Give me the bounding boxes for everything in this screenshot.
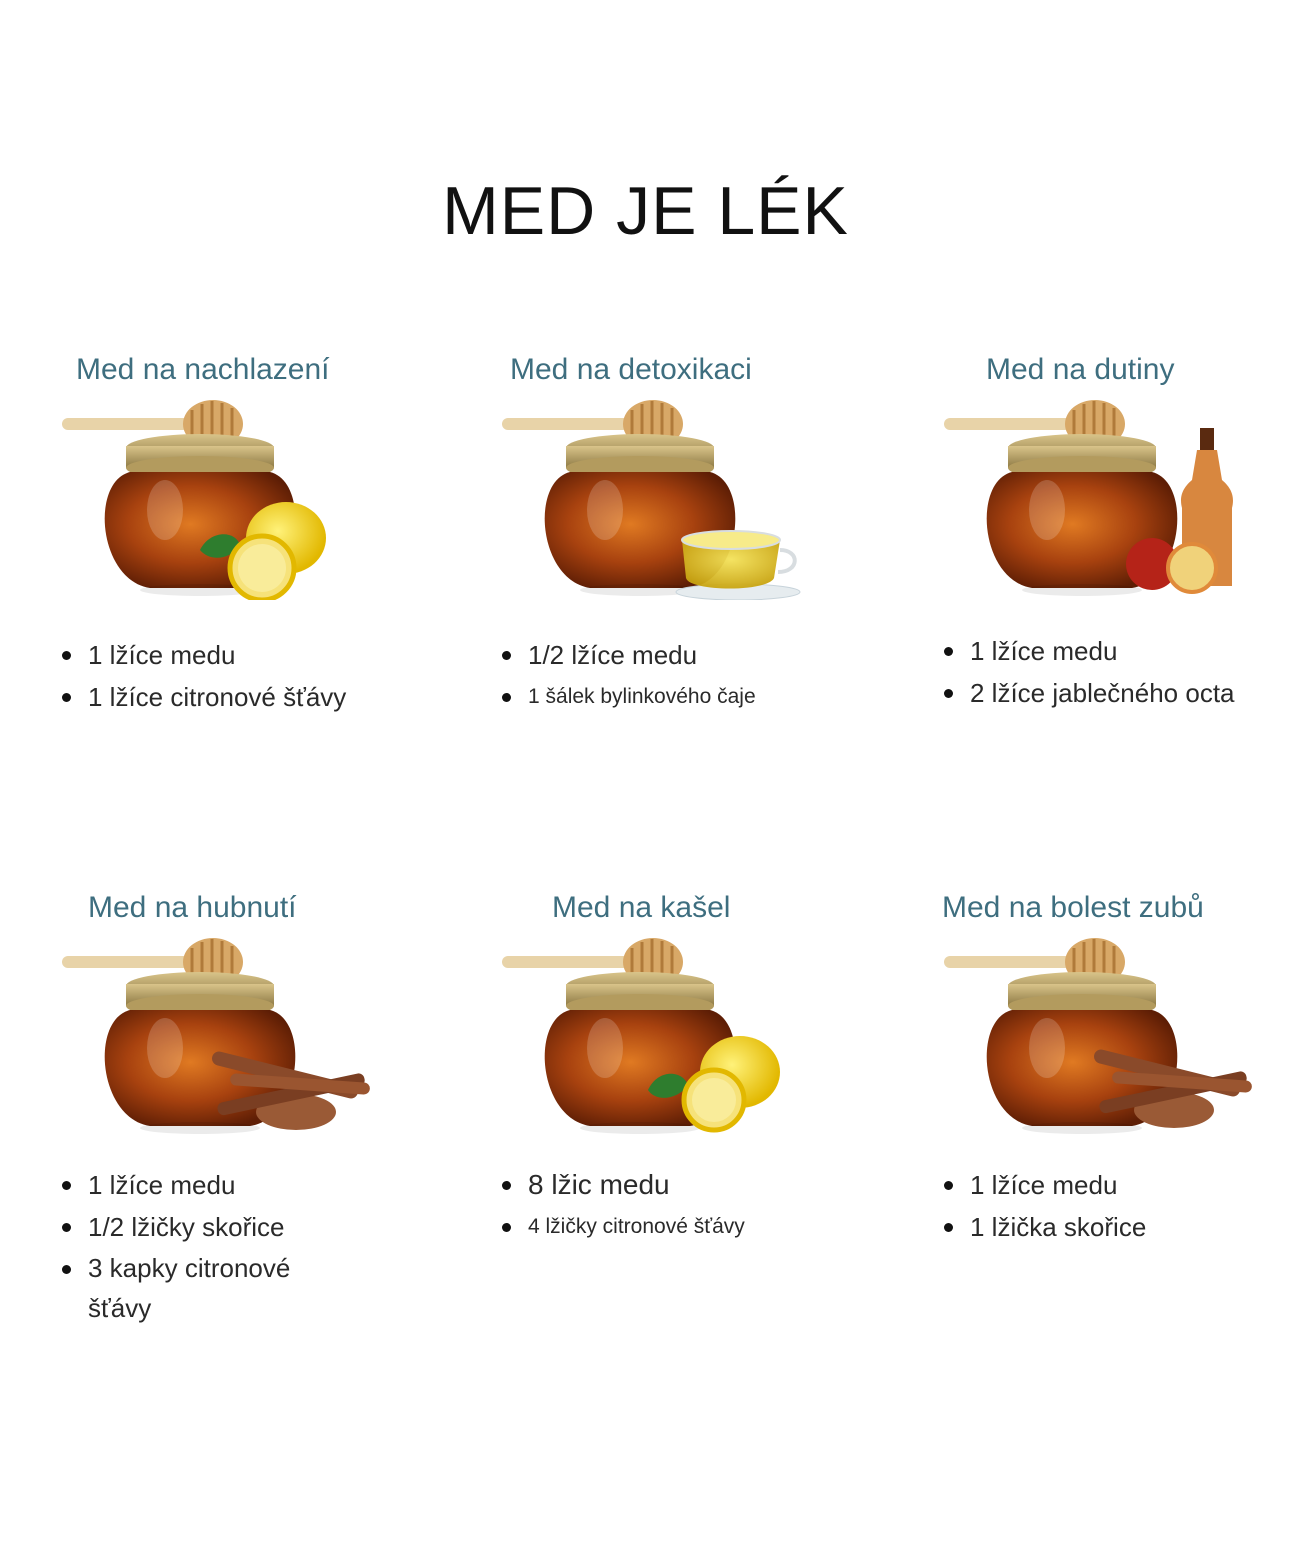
list-item: 2 lžíce jablečného octa	[942, 672, 1235, 714]
ingredient-list	[500, 1164, 745, 1248]
card-heading: Med na kašel	[552, 891, 731, 924]
list-item: 1 lžíce medu	[60, 634, 346, 676]
page-title: MED JE LÉK	[442, 173, 849, 249]
ingredient-list	[500, 634, 756, 718]
list-item: 1 lžička skořice	[942, 1206, 1146, 1248]
card-heading: Med na hubnutí	[88, 891, 297, 924]
list-item: 4 lžičky citronové šťávy	[500, 1206, 745, 1248]
card-heading: Med na bolest zubů	[942, 891, 1204, 924]
honey-jar-lemon-image	[60, 400, 400, 600]
card-sinus	[942, 352, 1291, 792]
list-item: 1/2 lžíce medu	[500, 634, 756, 676]
list-item: 3 kapky citronové šťávy	[60, 1248, 298, 1328]
card-cold	[60, 352, 460, 792]
tea-cup-icon	[676, 531, 800, 600]
honey-jar-cinnamon-image	[60, 938, 400, 1138]
list-item: 1 lžíce medu	[60, 1164, 298, 1206]
card-heading: Med na detoxikaci	[510, 353, 752, 386]
list-item: 1 lžíce medu	[942, 1164, 1146, 1206]
card-heading: Med na nachlazení	[76, 353, 330, 386]
honey-jar-cinnamon-image	[942, 938, 1282, 1138]
ingredient-list	[60, 634, 346, 718]
list-item: 1/2 lžičky skořice	[60, 1206, 298, 1248]
honey-jar-vinegar-image	[942, 400, 1282, 600]
ingredient-list	[942, 1164, 1146, 1248]
honey-jar-tea-image	[500, 400, 840, 600]
list-item: 8 lžic medu	[500, 1164, 745, 1206]
ingredient-list	[60, 1164, 298, 1328]
ingredient-list	[942, 630, 1235, 714]
list-item: 1 lžíce medu	[942, 630, 1235, 672]
list-item: 1 šálek bylinkového čaje	[500, 676, 756, 718]
honey-jar-lemon-image	[500, 938, 840, 1138]
card-toothache	[942, 890, 1291, 1330]
card-cough	[500, 890, 900, 1330]
card-weight-loss	[60, 890, 460, 1330]
card-detox	[500, 352, 900, 792]
card-heading: Med na dutiny	[986, 353, 1175, 386]
list-item: 1 lžíce citronové šťávy	[60, 676, 346, 718]
